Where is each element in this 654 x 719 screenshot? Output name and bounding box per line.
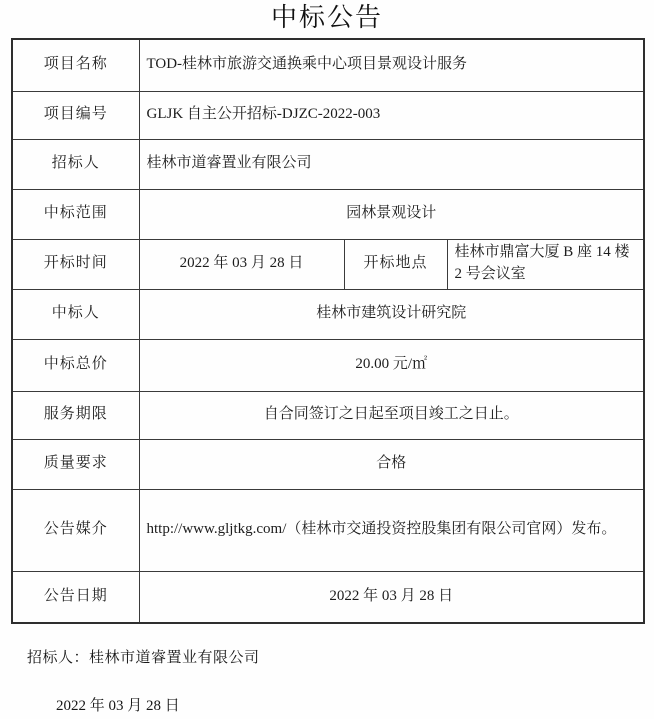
- table-row-total-price: [12, 339, 644, 391]
- row-value-opening-time: 2022 年 03 月 28 日: [139, 239, 344, 289]
- row-value-project-number: GLJK 自主公开招标-DJZC-2022-003: [139, 91, 644, 139]
- row-value-tenderer: 桂林市道睿置业有限公司: [139, 139, 644, 189]
- row-label-quality-requirement: 质量要求: [12, 439, 139, 489]
- row-value-announcement-date: 2022 年 03 月 28 日: [139, 571, 644, 623]
- row-label-project-name: 项目名称: [12, 39, 139, 91]
- row-label-winner: 中标人: [12, 289, 139, 339]
- row-label-bid-scope: 中标范围: [12, 189, 139, 239]
- row-label-announcement-date: 公告日期: [12, 571, 139, 623]
- row-label-opening-place: 开标地点: [344, 239, 447, 289]
- table-row-tenderer: [12, 139, 644, 189]
- row-label-service-period: 服务期限: [12, 391, 139, 439]
- footer: [0, 646, 654, 715]
- row-label-announcement-media: 公告媒介: [12, 489, 139, 571]
- table-row-announcement-media: [12, 489, 644, 571]
- table-row-opening-time-place: [12, 239, 644, 289]
- row-label-project-number: 项目编号: [12, 91, 139, 139]
- footer-date-line: 2022 年 03 月 28 日: [56, 698, 180, 714]
- row-value-service-period: 自合同签订之日起至项目竣工之日止。: [139, 391, 644, 439]
- bid-announcement-table: [11, 38, 645, 624]
- table-row-project-name: [12, 39, 644, 91]
- footer-bidder-line: 招标人：桂林市道睿置业有限公司: [27, 650, 260, 666]
- table-row-service-period: [12, 391, 644, 439]
- row-value-total-price: 20.00 元/㎡: [139, 339, 644, 391]
- row-label-total-price: 中标总价: [12, 339, 139, 391]
- row-value-project-name: TOD-桂林市旅游交通换乘中心项目景观设计服务: [139, 39, 644, 91]
- row-label-opening-time: 开标时间: [12, 239, 139, 289]
- table-row-winner: [12, 289, 644, 339]
- table-row-project-number: [12, 91, 644, 139]
- row-value-announcement-media: http://www.gljtkg.com/（桂林市交通投资控股集团有限公司官网）发布。: [139, 489, 644, 571]
- row-value-quality-requirement: 合格: [139, 439, 644, 489]
- table-row-announcement-date: [12, 571, 644, 623]
- table-row-bid-scope: [12, 189, 644, 239]
- page-title: 中标公告: [270, 3, 383, 32]
- row-label-tenderer: 招标人: [12, 139, 139, 189]
- table-row-quality-requirement: [12, 439, 644, 489]
- row-value-winner: 桂林市建筑设计研究院: [139, 289, 644, 339]
- row-value-bid-scope: 园林景观设计: [139, 189, 644, 239]
- row-value-opening-place: 桂林市鼎富大厦 B 座 14 楼 2 号会议室: [447, 239, 644, 289]
